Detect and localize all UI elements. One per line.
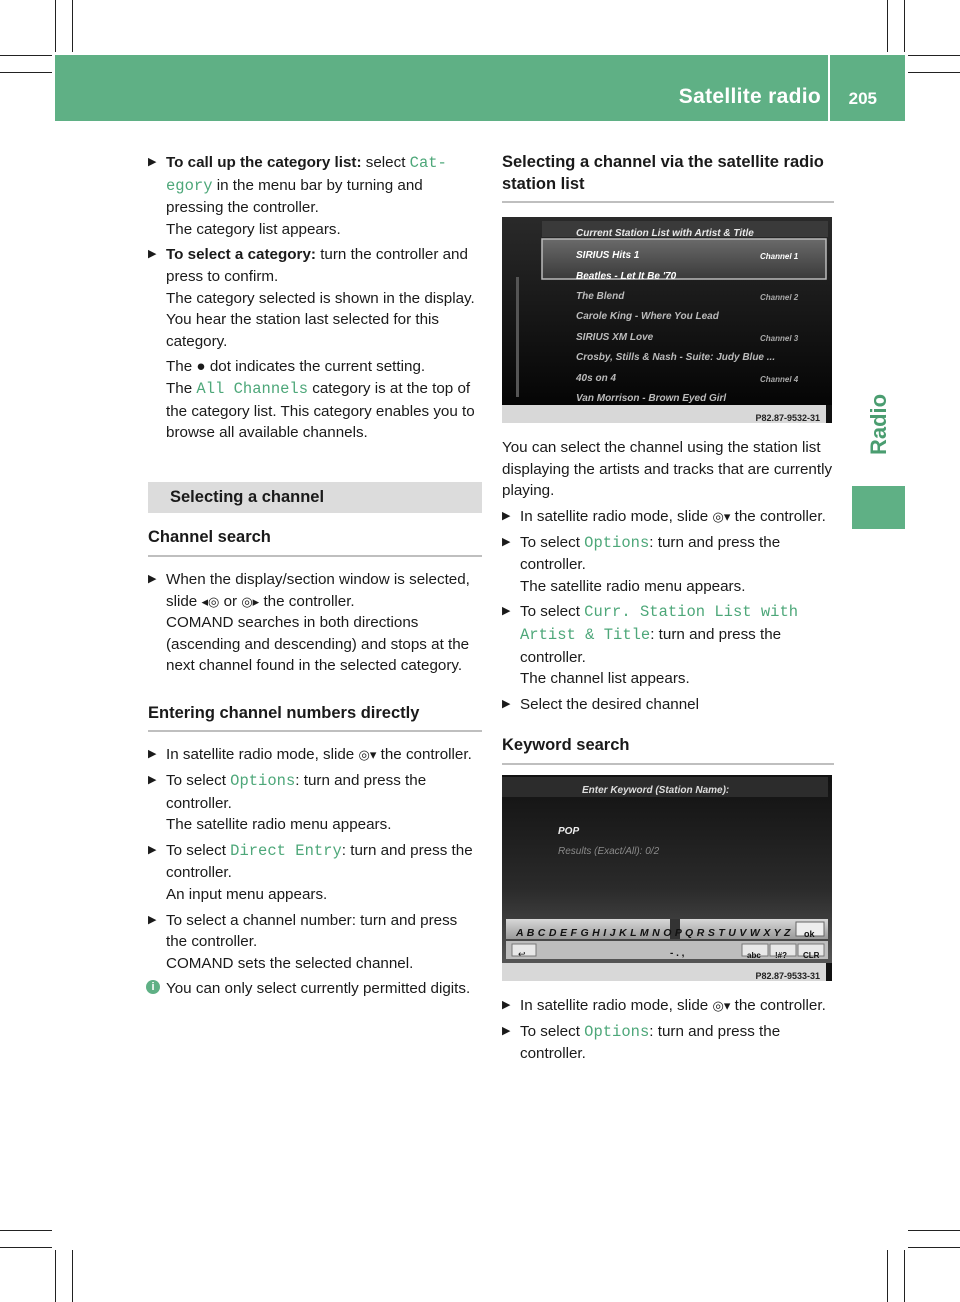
dot-icon: ● — [196, 358, 206, 376]
step-lead: To call up the category list: — [166, 154, 362, 171]
keyboard-punctuation[interactable]: - . , — [670, 947, 685, 959]
step-arrow-icon: ▶ — [148, 572, 157, 585]
step-arrow-icon: ▶ — [148, 843, 157, 856]
crop-mark — [904, 0, 905, 52]
station-list-title: Current Station List with Artist & Title — [576, 228, 754, 240]
note-text: category is at the top of the category list. This category enables you to browse all available channels. — [166, 379, 475, 442]
station-row-name: Beatles - Let It Be '70 — [576, 270, 677, 282]
step-result: The category selected is shown in the display. You hear the station last selected for this category. — [166, 289, 475, 350]
step-select-options — [502, 532, 834, 598]
crop-mark — [908, 1230, 960, 1231]
crop-mark — [887, 0, 888, 52]
step-text: : turn and press the controller. — [520, 533, 781, 574]
info-icon: i — [146, 980, 160, 994]
menu-item-options: Options — [230, 772, 296, 791]
keyword-search-screenshot — [502, 775, 832, 981]
station-row[interactable] — [502, 365, 832, 385]
menu-item-category: Cat-egory — [166, 154, 447, 195]
slide-right-icon: ◎▸ — [241, 593, 260, 609]
step-select-channel — [502, 694, 834, 716]
subheading-channel-search: Channel search — [148, 527, 482, 557]
station-list-screenshot — [502, 217, 832, 423]
step-result: The category list appears. — [166, 220, 341, 238]
step-arrow-icon: ▶ — [148, 248, 157, 261]
keyboard-back-icon[interactable]: ↩ — [518, 948, 526, 959]
step-text: Select the desired channel — [520, 695, 699, 713]
station-row-channel: Channel 4 — [760, 374, 799, 384]
step-text: To select — [520, 603, 585, 621]
note-text: The — [166, 379, 193, 397]
step-text: : turn and press the controller. — [166, 772, 427, 812]
step-slide-down — [502, 995, 834, 1017]
crop-mark — [908, 55, 960, 56]
step-slide-down — [148, 744, 482, 766]
step-select-category — [148, 244, 482, 352]
intro-text: You can select the channel using the station list displaying the artists and tracks that are currently playing. — [502, 439, 833, 500]
menu-item-direct-entry: Direct Entry — [230, 841, 342, 860]
step-text: turn the controller and press to confirm. — [166, 246, 468, 285]
right-column — [502, 152, 834, 1069]
info-text: You can only select currently permitted digits. — [166, 980, 471, 998]
page-header — [55, 55, 905, 121]
step-select-number — [148, 910, 482, 975]
step-text: select — [361, 154, 410, 171]
header-divider — [828, 55, 830, 121]
page-number: 205 — [848, 89, 877, 108]
step-text: : turn and press the controller. — [520, 1022, 781, 1063]
menu-item-options: Options — [584, 1022, 650, 1041]
menu-item-options: Options — [584, 533, 650, 552]
step-text: When the display/section window is selected, slide — [166, 570, 470, 610]
crop-mark — [72, 0, 73, 52]
step-call-category — [148, 152, 482, 240]
crop-mark — [0, 55, 52, 56]
step-arrow-icon: ▶ — [502, 1024, 511, 1037]
keyboard-special-button[interactable]: !#? — [775, 950, 787, 960]
step-slide-down — [502, 506, 834, 528]
step-text: In satellite radio mode, slide — [166, 746, 355, 764]
station-row-channel: Channel 1 — [760, 252, 799, 262]
step-text: the controller. — [263, 592, 355, 610]
step-text: In satellite radio mode, slide — [520, 507, 709, 525]
keyboard-abc-button[interactable]: abc — [747, 950, 761, 960]
crop-mark — [908, 72, 960, 73]
station-row-channel: Channel 3 — [760, 333, 799, 343]
station-row-name: Crosby, Stills & Nash - Suite: Judy Blue ... — [576, 352, 776, 364]
step-result: An input menu appears. — [166, 886, 328, 904]
keyboard-letters[interactable]: A B C D E F G H I J K L M N O P Q R S T U V W X Y Z — [516, 926, 791, 939]
crop-mark — [55, 1250, 56, 1302]
side-tab — [852, 121, 905, 481]
step-text: : turn and press the controller. — [520, 625, 782, 666]
step-arrow-icon: ▶ — [502, 998, 511, 1011]
step-select-options — [502, 1021, 834, 1065]
crop-mark — [0, 1247, 52, 1248]
keyboard-ok-button[interactable]: ok — [804, 928, 815, 939]
heading-station-list: Selecting a channel via the satellite radio station list — [502, 152, 834, 203]
dot-note — [148, 356, 482, 378]
station-row-name: Carole King - Where You Lead — [576, 311, 719, 323]
step-result: The satellite radio menu appears. — [520, 577, 746, 595]
subheading-keyword-search: Keyword search — [502, 735, 834, 765]
all-channels-note — [148, 378, 482, 444]
step-result: The channel list appears. — [520, 670, 690, 688]
left-column — [148, 152, 482, 1004]
note-text: dot indicates the current setting. — [209, 358, 426, 376]
station-row[interactable] — [502, 283, 832, 303]
station-row-channel: Channel 2 — [760, 292, 799, 302]
step-select-station-list — [502, 601, 834, 689]
step-text: To select — [520, 533, 585, 551]
step-arrow-icon: ▶ — [502, 605, 511, 618]
step-result: COMAND sets the selected channel. — [166, 954, 414, 972]
step-text: To select — [166, 841, 231, 859]
slide-down-icon: ◎▾ — [712, 508, 731, 524]
station-row-name: SIRIUS XM Love — [576, 331, 654, 343]
crop-mark — [72, 1250, 73, 1302]
side-tab-marker — [852, 486, 905, 529]
crop-mark — [904, 1250, 905, 1302]
keyword-results: Results (Exact/All): 0/2 — [558, 845, 660, 857]
menu-item-all-channels: All Channels — [196, 379, 309, 398]
step-result: The satellite radio menu appears. — [166, 816, 392, 834]
side-tab-label: Radio — [865, 393, 891, 455]
station-row[interactable] — [502, 385, 832, 405]
slide-down-icon: ◎▾ — [358, 747, 377, 763]
step-arrow-icon: ▶ — [148, 748, 157, 761]
keyboard-clear-button[interactable]: CLR — [803, 950, 820, 960]
station-row[interactable] — [502, 303, 832, 323]
crop-mark — [0, 72, 52, 73]
slide-left-icon: ◂◎ — [201, 593, 220, 609]
step-text: the controller. — [734, 996, 826, 1014]
step-text: or — [223, 592, 238, 610]
section-title: Satellite radio — [678, 85, 821, 108]
step-arrow-icon: ▶ — [148, 156, 157, 168]
step-select-direct-entry — [148, 840, 482, 906]
step-lead: To select a category: — [166, 246, 316, 264]
step-text: To select — [166, 772, 231, 790]
step-text: To select — [520, 1022, 585, 1040]
info-note — [148, 978, 482, 1000]
station-row-name: Van Morrison - Brown Eyed Girl — [576, 392, 727, 404]
step-result: COMAND searches in both directions (ascending and descending) and stops at the next channel found in the selected category. — [166, 614, 470, 675]
station-row[interactable] — [502, 263, 832, 283]
note-text: The — [166, 358, 193, 376]
keyword-title: Enter Keyword (Station Name): — [582, 784, 730, 796]
step-text: the controller. — [380, 746, 472, 764]
crop-mark — [908, 1247, 960, 1248]
station-row[interactable] — [502, 324, 832, 344]
station-row[interactable] — [502, 242, 832, 262]
station-row-name: The Blend — [576, 290, 625, 302]
step-select-options — [148, 770, 482, 836]
subheading-direct-entry: Entering channel numbers directly — [148, 703, 482, 733]
step-arrow-icon: ▶ — [502, 535, 511, 548]
step-text: In satellite radio mode, slide — [520, 996, 709, 1014]
figure-caption-bar — [502, 963, 826, 981]
station-row[interactable] — [502, 344, 832, 364]
station-rows — [502, 242, 832, 405]
step-arrow-icon: ▶ — [502, 509, 511, 522]
crop-mark — [887, 1250, 888, 1302]
keyword-input[interactable]: POP — [558, 825, 580, 837]
crop-mark — [0, 1230, 52, 1231]
step-channel-search — [148, 569, 482, 677]
station-row-name: SIRIUS Hits 1 — [576, 250, 640, 262]
figure-code: P82.87-9532-31 — [755, 413, 820, 424]
step-arrow-icon: ▶ — [148, 774, 157, 787]
figure-code: P82.87-9533-31 — [755, 970, 820, 981]
step-text: the controller. — [734, 507, 826, 525]
info-icon-wrap — [146, 978, 166, 1000]
menu-item-curr-station-list: Curr. Station List with Artist & Title — [520, 603, 799, 644]
figure-caption-bar — [502, 405, 826, 423]
section-banner: Selecting a channel — [148, 482, 482, 514]
slide-down-icon: ◎▾ — [712, 997, 731, 1013]
station-row-name: 40s on 4 — [576, 372, 617, 384]
step-text: : turn and press the controller. — [166, 841, 473, 882]
crop-mark — [55, 0, 56, 52]
step-text: in the menu bar by turning and pressing the controller. — [166, 176, 423, 217]
step-text: To select a channel number: turn and press the controller. — [166, 911, 458, 951]
step-arrow-icon: ▶ — [502, 697, 511, 710]
step-arrow-icon: ▶ — [148, 913, 157, 926]
